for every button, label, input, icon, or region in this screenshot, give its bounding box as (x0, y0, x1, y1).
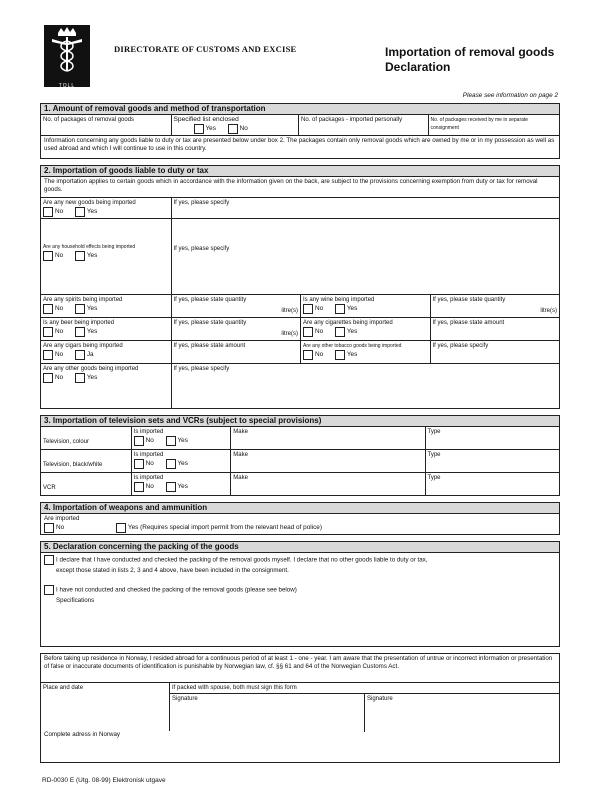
tv-colour-no-label: No (145, 437, 154, 444)
tv-bw-yes-label: Yes (177, 460, 188, 467)
section-1-info: Information concerning any goods liable to duty or tax are presented below under box 2. The packages contain only removal goods which are owned by me or in my possession as well as used abroad and which I will continue to use in this country. (41, 135, 559, 158)
section-3-heading: 3. Importation of television sets and VCRs (subject to special provisions) (41, 416, 559, 427)
signature-label-1: Signature (172, 696, 198, 702)
weapons-yes-label: Yes (Requires special import permit from the relevant head of police) (127, 524, 322, 531)
specified-yes-label: Yes (205, 125, 216, 132)
tv-colour-label: Television, colour (43, 439, 90, 445)
section-5-heading: 5. Declaration concerning the packing of the goods (41, 542, 559, 553)
tv-bw-no-checkbox[interactable] (134, 459, 144, 469)
beer-quantity-field[interactable] (171, 318, 301, 340)
section-2-heading: 2. Importation of goods liable to duty or tax (41, 166, 559, 177)
cigarettes-yes-label: Yes (346, 328, 358, 335)
tv-colour-make-field[interactable] (230, 427, 424, 449)
specified-list-label: Specified list enclosed (173, 116, 239, 123)
specified-no-label: No (239, 125, 248, 132)
beer-litre-unit: litre(s) (281, 331, 298, 337)
wine-label: Is any wine being imported (303, 297, 375, 303)
declaration-self-text: I declare that I have conducted and checked the packing of the removal goods myself. I declare that no other goods liable to duty or tax, (56, 556, 428, 564)
logo-caption: TOLL (58, 83, 76, 89)
new-goods-no-checkbox[interactable] (43, 207, 53, 217)
packages-personal-field[interactable] (298, 115, 428, 135)
customs-logo (44, 25, 90, 87)
other-tobacco-no-label: No (315, 351, 324, 358)
section-1-heading: 1. Amount of removal goods and method of transportation (41, 104, 559, 115)
section-3 (40, 415, 560, 496)
declaration-form (40, 103, 560, 769)
new-goods-yes-checkbox[interactable] (75, 207, 85, 217)
wine-litre-unit: litre(s) (540, 308, 557, 314)
specifications-label: Specifications (56, 597, 95, 604)
cigars-amount-label: If yes, please state amount (173, 343, 246, 349)
form-title: Importation of removal goods (385, 45, 555, 59)
wine-no-checkbox[interactable] (303, 304, 313, 314)
section-2 (40, 165, 560, 409)
vcr-type-field[interactable] (425, 473, 559, 495)
declaration-self-checkbox[interactable] (44, 555, 54, 565)
tv-bw-make-label: Make (233, 452, 248, 458)
weapons-yes-checkbox[interactable] (116, 523, 126, 533)
wine-yes-checkbox[interactable] (335, 304, 345, 314)
section-4-heading: 4. Importation of weapons and ammunition (41, 503, 559, 514)
form-subtitle: Declaration (385, 60, 451, 74)
tv-bw-label: Television, black/white (43, 462, 103, 468)
weapons-imported-label: Are imported (44, 515, 80, 522)
packages-personal-label: No. of packages - imported personally (301, 117, 403, 123)
vcr-type-label: Type (427, 475, 441, 481)
cigarettes-yes-checkbox[interactable] (335, 327, 345, 337)
household-specify-field[interactable] (171, 219, 560, 294)
spirits-litre-unit: litre(s) (281, 308, 298, 314)
packages-separate-label: No. of packages received by me in separate consignment (430, 117, 529, 131)
tv-bw-imported-label: Is imported (133, 452, 164, 458)
weapons-no-checkbox[interactable] (44, 523, 54, 533)
signature-field-1[interactable] (170, 694, 364, 732)
cigars-ja-checkbox[interactable] (75, 350, 85, 360)
cigarettes-no-checkbox[interactable] (303, 327, 313, 337)
household-yes-label: Yes (86, 252, 98, 259)
tv-bw-type-field[interactable] (425, 450, 559, 472)
other-tobacco-no-checkbox[interactable] (303, 350, 313, 360)
packages-separate-field[interactable] (428, 115, 560, 135)
other-goods-yes-label: Yes (86, 374, 98, 381)
spirits-no-label: No (55, 305, 64, 312)
form-code: RD-0030 E (Utg. 08-99) Elektronisk utgave (42, 777, 166, 784)
other-tobacco-specify-label: If yes, please specify (432, 343, 489, 349)
other-goods-yes-checkbox[interactable] (75, 373, 85, 383)
cigarettes-no-label: No (315, 328, 324, 335)
new-goods-specify-label: If yes, please specify (173, 200, 230, 206)
section-2-intro: The importation applies to certain goods which in accordance with the information given on the back, are subject to the provisions concerning exemption from duty or tax for removal goods. (44, 178, 538, 193)
new-goods-specify-field[interactable] (171, 198, 560, 218)
section-1 (40, 103, 560, 159)
other-goods-no-label: No (55, 374, 64, 381)
beer-yes-checkbox[interactable] (75, 327, 85, 337)
cigarettes-amount-field[interactable] (430, 318, 560, 340)
tv-colour-make-label: Make (233, 429, 248, 435)
crown-caduceus-icon (44, 25, 90, 77)
specified-yes-checkbox[interactable] (194, 124, 204, 134)
other-tobacco-specify-field[interactable] (430, 341, 560, 363)
household-no-label: No (55, 252, 64, 259)
section-4 (40, 502, 560, 535)
household-yes-checkbox[interactable] (75, 251, 85, 261)
beer-label: Is any beer being imported (43, 320, 115, 326)
other-goods-no-checkbox[interactable] (43, 373, 53, 383)
cigars-no-checkbox[interactable] (43, 350, 53, 360)
spouse-note: If packed with spouse, both must sign this form (170, 683, 559, 694)
other-tobacco-yes-label: Yes (346, 351, 358, 358)
signature-label-2: Signature (367, 696, 393, 702)
wine-qty-label: If yes, please state quantity (432, 297, 506, 303)
spirits-yes-checkbox[interactable] (75, 304, 85, 314)
vcr-no-label: No (145, 483, 154, 490)
beer-yes-label: Yes (86, 328, 98, 335)
other-tobacco-label: Are any other tobacco goods being imported (303, 343, 402, 349)
spirits-qty-label: If yes, please state quantity (173, 297, 247, 303)
household-label: Are any household effects being imported (43, 244, 136, 250)
new-goods-label: Are any new goods being imported (43, 200, 136, 206)
tv-bw-make-field[interactable] (230, 450, 424, 472)
vcr-yes-checkbox[interactable] (166, 482, 176, 492)
place-date-label: Place and date (43, 685, 84, 691)
tv-colour-no-checkbox[interactable] (134, 436, 144, 446)
tv-colour-yes-label: Yes (177, 437, 188, 444)
cigars-label: Are any cigars being imported (43, 343, 123, 349)
place-date-field[interactable] (41, 683, 169, 731)
address-label: Complete adress in Norway (44, 731, 120, 738)
signature-field-2[interactable] (364, 694, 559, 732)
new-goods-no-label: No (55, 208, 64, 215)
specified-no-checkbox[interactable] (228, 124, 238, 134)
cigars-no-label: No (55, 351, 64, 358)
vcr-no-checkbox[interactable] (134, 482, 144, 492)
tv-bw-yes-checkbox[interactable] (166, 459, 176, 469)
declaration-not-self-checkbox[interactable] (44, 585, 54, 595)
packages-removal-label: No. of packages of removal goods (43, 117, 135, 123)
spirits-no-checkbox[interactable] (43, 304, 53, 314)
cigars-ja-label: Ja (86, 351, 94, 358)
vcr-make-field[interactable] (230, 473, 424, 495)
vcr-imported-label: Is imported (133, 475, 164, 481)
spirits-label: Are any spirits being imported (43, 297, 123, 303)
tv-colour-type-field[interactable] (425, 427, 559, 449)
tv-colour-imported-label: Is imported (133, 429, 164, 435)
weapons-no-label: No (56, 524, 65, 531)
household-no-checkbox[interactable] (43, 251, 53, 261)
packages-removal-field[interactable] (41, 115, 171, 135)
vcr-make-label: Make (233, 475, 248, 481)
spirits-quantity-field[interactable] (171, 295, 301, 317)
other-goods-specify-field[interactable] (171, 364, 560, 408)
wine-no-label: No (315, 305, 324, 312)
other-goods-specify-label: If yes, please specify (173, 366, 230, 372)
beer-qty-label: If yes, please state quantity (173, 320, 247, 326)
new-goods-yes-label: Yes (86, 208, 98, 215)
cigarettes-label: Are any cigarettes being imported (303, 320, 393, 326)
info-note: Please see information on page 2 (462, 92, 558, 99)
section-signature (40, 653, 560, 763)
beer-no-checkbox[interactable] (43, 327, 53, 337)
declaration-not-self-text: I have not conducted and checked the packing of the removal goods (please see below) (56, 586, 297, 594)
tv-bw-type-label: Type (427, 452, 441, 458)
vcr-yes-label: Yes (177, 483, 188, 490)
tv-colour-yes-checkbox[interactable] (166, 436, 176, 446)
cigars-amount-field[interactable] (171, 341, 301, 363)
beer-no-label: No (55, 328, 64, 335)
wine-yes-label: Yes (346, 305, 358, 312)
wine-quantity-field[interactable] (430, 295, 560, 317)
directorate-name: DIRECTORATE OF CUSTOMS AND EXCISE (114, 44, 297, 54)
declaration-self-text-2: except those stated in lists 2, 3 and 4 above, have been included in the consignment. (56, 567, 289, 574)
other-tobacco-yes-checkbox[interactable] (335, 350, 345, 360)
spirits-yes-label: Yes (86, 305, 98, 312)
tv-bw-no-label: No (145, 460, 154, 467)
specified-list-field (171, 115, 299, 135)
tv-colour-type-label: Type (427, 429, 441, 435)
residence-statement: Before taking up residence in Norway, I resided abroad for a continuous period of at least 1 - one - year. I am aware that the presentation of untrue or incorrect information or presentation of false or inaccurate documents of identification is punishable by Norwegian law, cf. §§ 61 and 64 of the Norwegian Customs Act. (44, 655, 553, 670)
section-5 (40, 541, 560, 647)
cigarettes-amount-label: If yes, please state amount (432, 320, 505, 326)
other-goods-label: Are any other goods being imported (43, 366, 139, 372)
vcr-label: VCR (43, 485, 56, 491)
household-specify-label: If yes, please specify (173, 246, 230, 252)
